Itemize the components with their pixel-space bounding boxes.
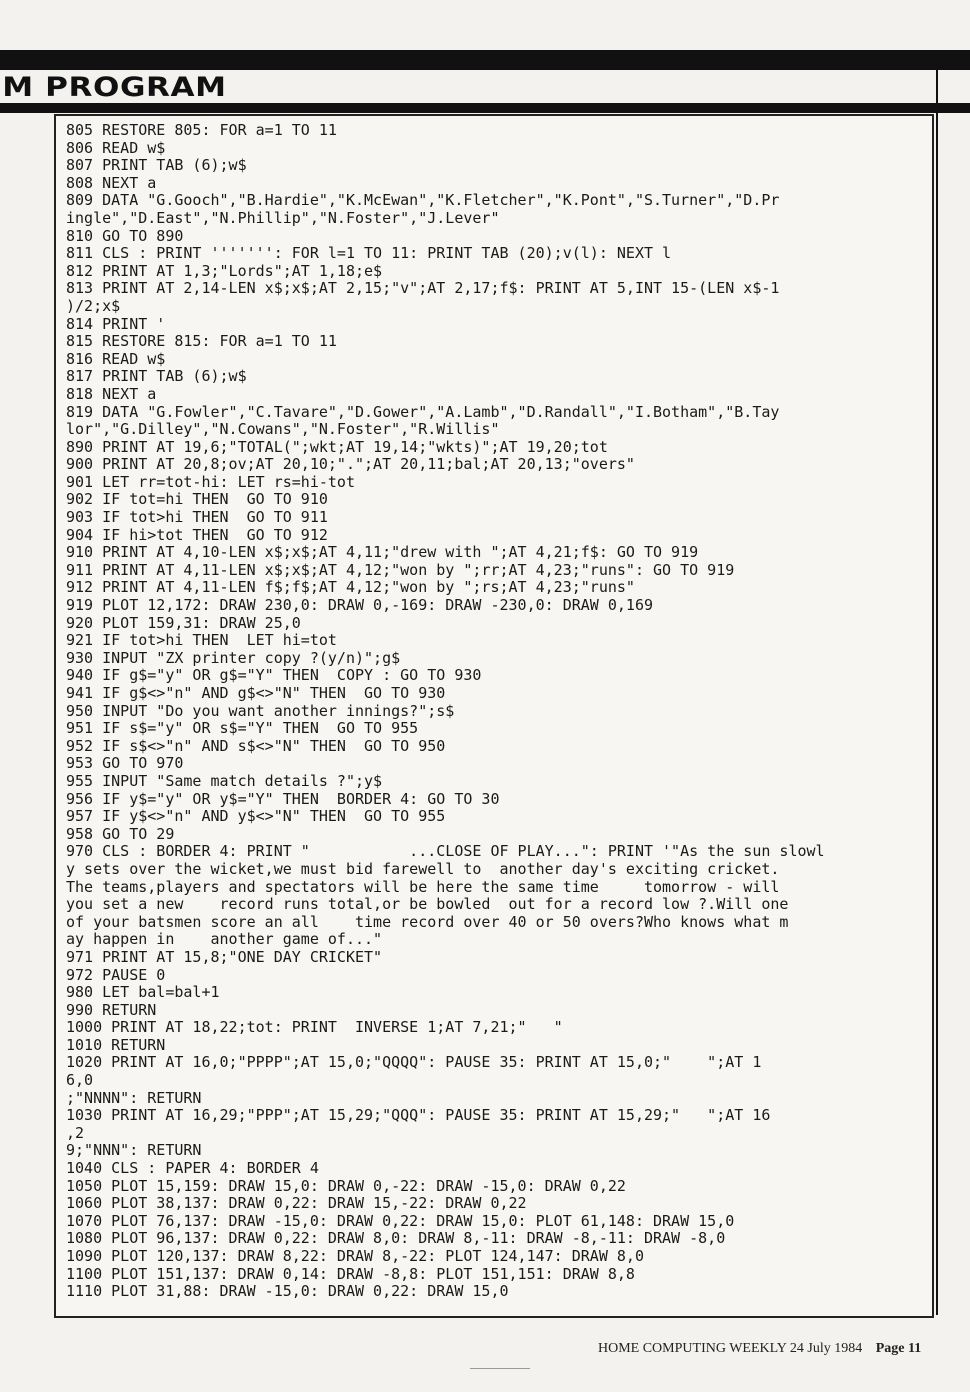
- code-line: 817 PRINT TAB (6);w$: [66, 368, 247, 386]
- code-line: 904 IF hi>tot THEN GO TO 912: [66, 526, 328, 544]
- program-listing: [66, 122, 926, 1301]
- code-line: 890 PRINT AT 19,6;"TOTAL(";wkt;AT 19,14;"wkts)";AT 19,20;tot: [66, 438, 608, 456]
- code-line: 6,0: [66, 1072, 94, 1090]
- code-line: 912 PRINT AT 4,11-LEN f$;f$;AT 4,12;"won by ";rs;AT 4,23;"runs": [66, 579, 635, 597]
- code-line: 814 PRINT ': [66, 315, 166, 333]
- code-line: 810 GO TO 890: [66, 227, 184, 245]
- header-bar: [0, 50, 970, 70]
- page-footer: [598, 1341, 921, 1357]
- code-line: 1050 PLOT 15,159: DRAW 15,0: DRAW 0,-22: DRAW -15,0: DRAW 0,22: [66, 1177, 626, 1195]
- bottom-mark: [470, 1368, 530, 1369]
- code-line: 809 DATA "G.Gooch","B.Hardie","K.McEwan","K.Fletcher","K.Pont","S.Turner","D.Pr: [66, 192, 780, 210]
- code-line: ;"NNNN": RETURN: [66, 1089, 202, 1107]
- code-line: 901 LET rr=tot-hi: LET rs=hi-tot: [66, 473, 355, 491]
- code-line: 970 CLS : BORDER 4: PRINT " ...CLOSE OF PLAY...": PRINT '"As the sun slowl: [66, 843, 825, 861]
- code-line: 952 IF s$<>"n" AND s$<>"N" THEN GO TO 950: [66, 737, 446, 755]
- code-line: The teams,players and spectators will be here the same time tomorrow - will: [66, 878, 780, 896]
- code-line: 950 INPUT "Do you want another innings?";s$: [66, 702, 455, 720]
- code-line: 919 PLOT 12,172: DRAW 230,0: DRAW 0,-169: DRAW -230,0: DRAW 0,169: [66, 597, 653, 615]
- code-line: 902 IF tot=hi THEN GO TO 910: [66, 491, 328, 509]
- code-line: 819 DATA "G.Fowler","C.Tavare","D.Gower","A.Lamb","D.Randall","I.Botham","B.Tay: [66, 403, 780, 421]
- code-line: 911 PRINT AT 4,11-LEN x$;x$;AT 4,12;"won by ";rr;AT 4,23;"runs": GO TO 919: [66, 561, 735, 579]
- code-line: 812 PRINT AT 1,3;"Lords";AT 1,18;e$: [66, 262, 383, 280]
- code-line: 910 PRINT AT 4,10-LEN x$;x$;AT 4,11;"drew with ";AT 4,21;f$: GO TO 919: [66, 544, 699, 562]
- code-line: 958 GO TO 29: [66, 825, 175, 843]
- code-line: 940 IF g$="y" OR g$="Y" THEN COPY : GO TO 930: [66, 667, 482, 685]
- code-line: 955 INPUT "Same match details ?";y$: [66, 772, 383, 790]
- page-number: Page 11: [875, 1341, 922, 1356]
- publication-name: HOME COMPUTING WEEKLY 24 July 1984: [598, 1341, 863, 1356]
- header-rule: [0, 103, 970, 113]
- code-line: of your batsmen score an all time record over 40 or 50 overs?Who knows what m: [66, 913, 789, 931]
- code-line: 808 NEXT a: [66, 174, 157, 192]
- code-line: 1070 PLOT 76,137: DRAW -15,0: DRAW 0,22: DRAW 15,0: PLOT 61,148: DRAW 15,0: [66, 1212, 735, 1230]
- code-line: 815 RESTORE 815: FOR a=1 TO 11: [66, 333, 337, 351]
- code-line: 805 RESTORE 805: FOR a=1 TO 11: [66, 122, 337, 139]
- right-edge-rule: [936, 50, 970, 1315]
- code-line: 900 PRINT AT 20,8;ov;AT 20,10;".";AT 20,11;bal;AT 20,13;"overs": [66, 456, 635, 474]
- code-line: 1020 PRINT AT 16,0;"PPPP";AT 15,0;"QQQQ": PAUSE 35: PRINT AT 15,0;" ";AT 1: [66, 1054, 762, 1072]
- code-line: 1040 CLS : PAPER 4: BORDER 4: [66, 1160, 319, 1178]
- code-line: 1010 RETURN: [66, 1036, 166, 1054]
- code-line: 807 PRINT TAB (6);w$: [66, 157, 247, 175]
- code-line: ingle","D.East","N.Phillip","N.Foster","J.Lever": [66, 209, 500, 227]
- code-line: 957 IF y$<>"n" AND y$<>"N" THEN GO TO 955: [66, 808, 446, 826]
- code-line: 816 READ w$: [66, 350, 166, 368]
- code-line: 1000 PRINT AT 18,22;tot: PRINT INVERSE 1;AT 7,21;" ": [66, 1019, 563, 1037]
- code-line: 1090 PLOT 120,137: DRAW 8,22: DRAW 8,-22: PLOT 124,147: DRAW 8,0: [66, 1248, 644, 1265]
- code-line: ay happen in another game of...": [66, 931, 383, 949]
- code-line: 811 CLS : PRINT ''''''': FOR l=1 TO 11: PRINT TAB (20);v(l): NEXT l: [66, 245, 672, 263]
- code-line: 1080 PLOT 96,137: DRAW 0,22: DRAW 8,0: DRAW 8,-11: DRAW -8,-11: DRAW -8,0: [66, 1230, 726, 1248]
- code-line: 903 IF tot>hi THEN GO TO 911: [66, 509, 328, 527]
- code-line: 953 GO TO 970: [66, 755, 184, 773]
- program-listing-box: [54, 114, 934, 1318]
- code-line: 9;"NNN": RETURN: [66, 1142, 202, 1160]
- code-line: 956 IF y$="y" OR y$="Y" THEN BORDER 4: GO TO 30: [66, 790, 500, 808]
- code-line: 1060 PLOT 38,137: DRAW 0,22: DRAW 15,-22: DRAW 0,22: [66, 1195, 527, 1213]
- code-line: 921 IF tot>hi THEN LET hi=tot: [66, 632, 337, 650]
- code-line: 951 IF s$="y" OR s$="Y" THEN GO TO 955: [66, 720, 419, 738]
- code-line: 806 READ w$: [66, 139, 166, 157]
- code-line: 990 RETURN: [66, 1001, 157, 1019]
- section-header: [0, 70, 227, 104]
- code-line: 980 LET bal=bal+1: [66, 984, 220, 1002]
- code-line: 941 IF g$<>"n" AND g$<>"N" THEN GO TO 930: [66, 685, 446, 702]
- code-line: 972 PAUSE 0: [66, 966, 166, 984]
- code-line: y sets over the wicket,we must bid farewell to another day's exciting cricket.: [66, 860, 780, 878]
- code-line: )/2;x$: [66, 297, 121, 315]
- code-line: 1110 PLOT 31,88: DRAW -15,0: DRAW 0,22: DRAW 15,0: [66, 1283, 509, 1301]
- page-title: M PROGRAM: [2, 71, 227, 103]
- code-line: 920 PLOT 159,31: DRAW 25,0: [66, 614, 301, 632]
- code-line: 818 NEXT a: [66, 385, 157, 403]
- code-line: you set a new record runs total,or be bowled out for a record low ?.Will one: [66, 896, 789, 914]
- code-line: 813 PRINT AT 2,14-LEN x$;x$;AT 2,15;"v";AT 2,17;f$: PRINT AT 5,INT 15-(LEN x$-1: [66, 280, 780, 298]
- code-line: 930 INPUT "ZX printer copy ?(y/n)";g$: [66, 649, 401, 667]
- code-line: 1100 PLOT 151,137: DRAW 0,14: DRAW -8,8: PLOT 151,151: DRAW 8,8: [66, 1265, 635, 1283]
- code-line: 971 PRINT AT 15,8;"ONE DAY CRICKET": [66, 948, 383, 966]
- code-line: lor","G.Dilley","N.Cowans","N.Foster","R.Willis": [66, 421, 500, 439]
- code-line: 1030 PRINT AT 16,29;"PPP";AT 15,29;"QQQ": PAUSE 35: PRINT AT 15,29;" ";AT 16: [66, 1107, 771, 1125]
- code-line: ,2: [66, 1124, 85, 1142]
